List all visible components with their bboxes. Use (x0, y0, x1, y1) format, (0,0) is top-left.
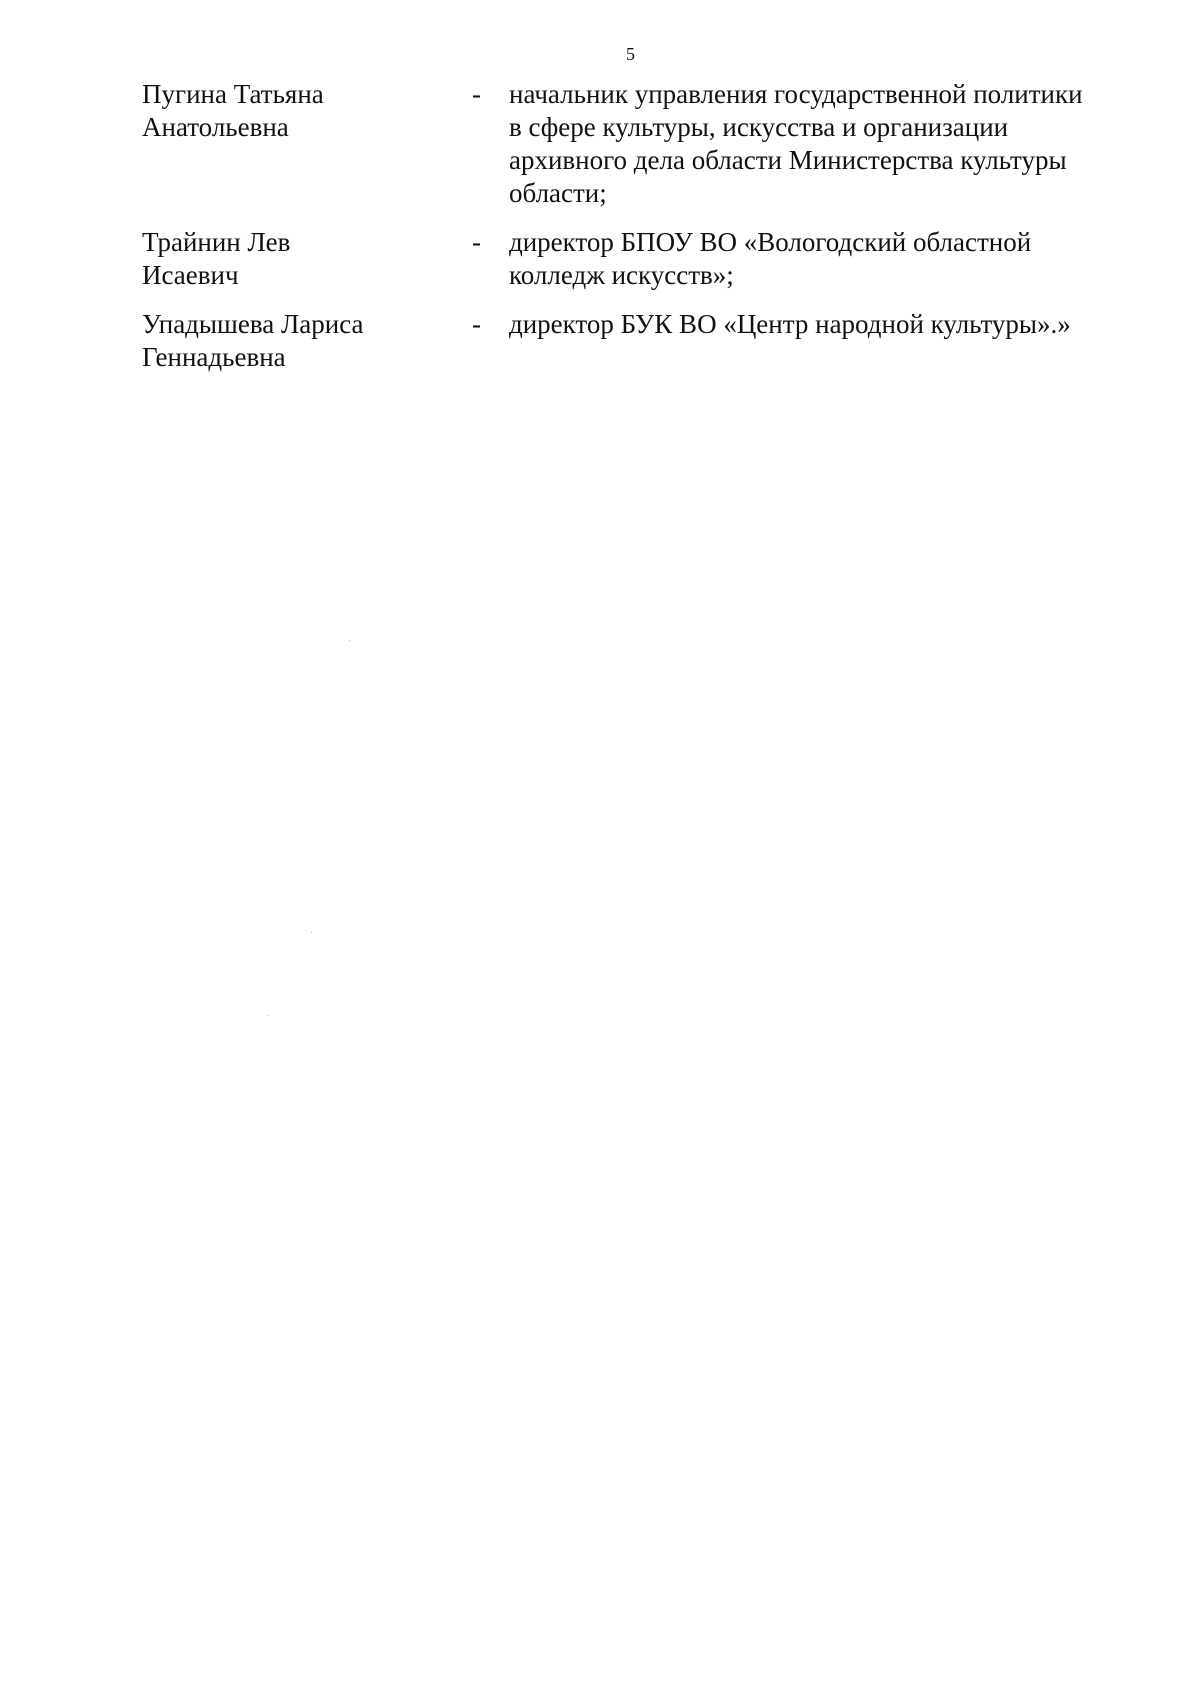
member-position-line: в сфере культуры, искусства и организации (509, 112, 1009, 142)
member-position (509, 308, 1132, 341)
dash-separator: - (472, 79, 481, 109)
member-position-line: директор БПОУ ВО «Вологодский областной (509, 227, 1032, 257)
member-position-line: области; (509, 178, 607, 208)
member-name-line: Упадышева Лариса (142, 309, 364, 339)
member-position (509, 226, 1132, 292)
member-name-line: Пугина Татьяна (142, 79, 324, 109)
member-name-line: Геннадьевна (142, 342, 286, 372)
dash-separator: - (472, 227, 481, 257)
member-list (142, 78, 1132, 374)
member-entry (142, 226, 1132, 292)
scan-speck (267, 1015, 268, 1016)
dash-separator: - (472, 309, 481, 339)
scan-speck (311, 932, 312, 933)
member-name (142, 78, 472, 144)
member-position-line: колледж искусств»; (509, 260, 734, 290)
member-name-line: Трайнин Лев (142, 227, 291, 257)
member-position (509, 78, 1132, 210)
member-name-line: Анатольевна (142, 112, 289, 142)
member-name (142, 226, 472, 292)
page-number: 5 (626, 44, 635, 64)
member-entry (142, 308, 1132, 374)
member-entry (142, 78, 1132, 210)
member-name-line: Исаевич (142, 260, 239, 290)
member-name (142, 308, 472, 374)
member-position-line: архивного дела области Министерства культуры (509, 145, 1067, 175)
member-position-line: директор БУК ВО «Центр народной культуры».» (509, 309, 1071, 339)
scan-speck (349, 640, 350, 641)
member-position-line: начальник управления государственной политики (509, 79, 1083, 109)
